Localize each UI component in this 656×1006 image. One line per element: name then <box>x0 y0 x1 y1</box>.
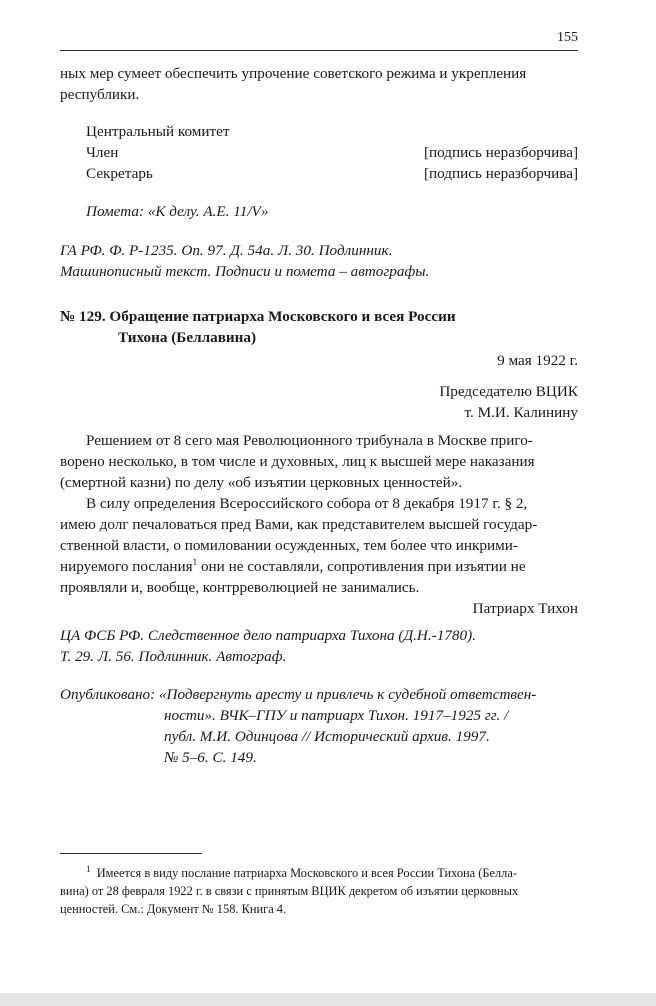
footnote-rule <box>60 853 202 854</box>
footnote-reference: 1 <box>192 556 198 567</box>
publication-line: публ. М.И. Одинцова // Исторический архив. 1997. <box>164 728 490 745</box>
page-number: 155 <box>557 30 578 45</box>
body-text-segment: нируемого послания <box>60 558 193 575</box>
addressee-line: Председателю ВЦИК <box>439 383 578 400</box>
mark-note: Помета: «К делу. А.Е. 11/V» <box>86 203 269 220</box>
signature-member-label: Член <box>86 144 119 161</box>
document-date: 9 мая 1922 г. <box>497 352 578 369</box>
body-text-line: республики. <box>60 86 140 103</box>
document-heading: № 129. Обращение патриарха Московского и всея России <box>60 308 456 325</box>
body-text-line: (смертной казни) по делу «об изъятии церковных ценностей». <box>60 474 463 491</box>
publication-line: ности». ВЧК–ГПУ и патриарх Тихон. 1917–1925 гг. / <box>164 707 509 724</box>
body-text-line: ных мер сумеет обеспечить упрочение советского режима и укрепления <box>60 65 527 82</box>
archive-source-line: Машинописный текст. Подписи и помета – автографы. <box>60 263 430 280</box>
body-text-line: проявляли и, вообще, контрреволюцией не занимались. <box>60 579 420 596</box>
archive-source-line: Т. 29. Л. 56. Подлинник. Автограф. <box>60 648 287 665</box>
archive-source-line: ГА РФ. Ф. Р-1235. Оп. 97. Д. 54а. Л. 30. Подлинник. <box>60 242 393 259</box>
final-signature: Патриарх Тихон <box>472 600 578 617</box>
signature-secretary-label: Секретарь <box>86 165 153 182</box>
body-text-line: ворено несколько, в том числе и духовных, лиц к высшей мере наказания <box>60 453 535 470</box>
addressee-line: т. М.И. Калинину <box>464 404 578 421</box>
publication-line: № 5–6. С. 149. <box>164 749 257 766</box>
body-text-line: ственной власти, о помиловании осужденных, тем более что инкрими- <box>60 537 518 554</box>
signature-secretary-value: [подпись неразборчива] <box>423 165 578 182</box>
body-text-line: Решением от 8 сего мая Революционного трибунала в Москве приго- <box>86 432 533 449</box>
body-text-segment: они не составляли, сопротивления при изъятии не <box>197 558 526 575</box>
body-text-line: имею долг печаловаться пред Вами, как представителем высшей государ- <box>60 516 538 533</box>
header-rule <box>60 50 578 51</box>
body-text-line <box>60 556 526 577</box>
footnote-number: 1 <box>86 863 91 874</box>
signature-member-value: [подпись неразборчива] <box>423 144 578 161</box>
footnote-line <box>86 864 517 882</box>
footnote-text: Имеется в виду послание патриарха Московского и всея России Тихона (Белла- <box>96 866 517 880</box>
body-text-line: В силу определения Всероссийского собора от 8 декабря 1917 г. § 2, <box>86 495 528 512</box>
page-bottom-edge <box>0 993 656 1006</box>
footnote-line: вина) от 28 февраля 1922 г. в связи с принятым ВЦИК декретом об изъятии церковных <box>60 884 519 898</box>
document-heading-continued: Тихона (Беллавина) <box>118 329 257 346</box>
archive-source-line: ЦА ФСБ РФ. Следственное дело патриарха Тихона (Д.Н.-1780). <box>60 627 476 644</box>
publication-line: Опубликовано: «Подвергнуть аресту и привлечь к судебной ответствен- <box>60 686 537 703</box>
footnote-line: ценностей. См.: Документ № 158. Книга 4. <box>60 902 287 916</box>
signature-committee: Центральный комитет <box>86 123 230 140</box>
